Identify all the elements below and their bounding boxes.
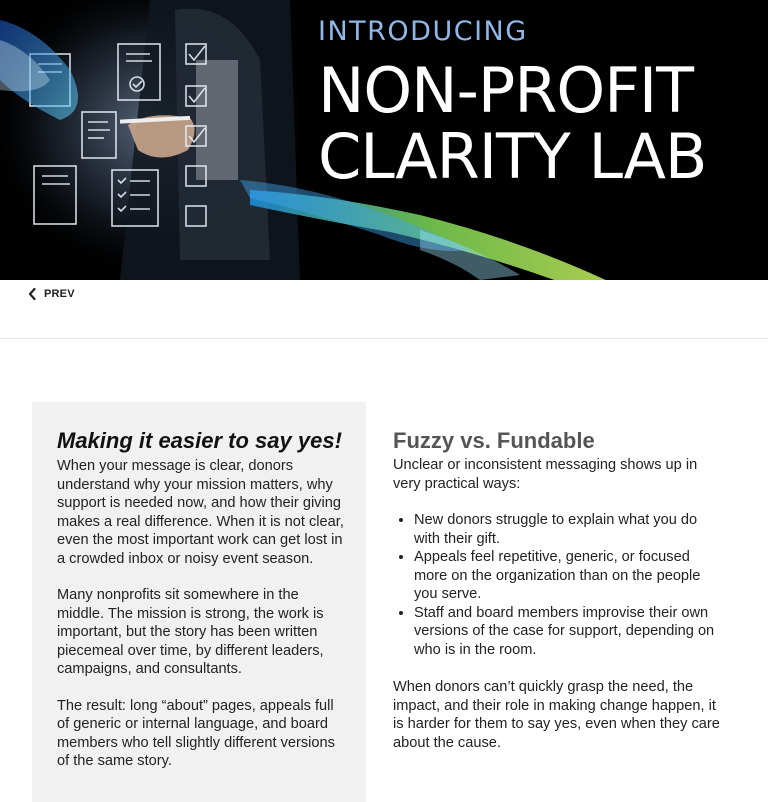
symptom-list — [393, 511, 723, 659]
post-navigation — [0, 280, 768, 339]
section-title: Fuzzy vs. Fundable — [393, 428, 595, 453]
hero-title-line-2: CLARITY LAB — [318, 120, 707, 193]
card-body — [57, 457, 347, 789]
yes-card — [32, 402, 366, 802]
card-paragraph: When your message is clear, donors understand why your mission matters, why support is needed now, and how their giving makes a real difference. When it is not clear, even the most important work can get lost in a crowded inbox or noisy event season. — [57, 458, 344, 567]
section-outro: When donors can’t quickly grasp the need, the impact, and their role in making change happen, it is harder for them to say yes, even when they care about the cause. — [393, 679, 720, 751]
hero-kicker: INTRODUCING — [318, 16, 528, 47]
hero-title — [318, 54, 707, 193]
list-item: • Appeals feel repetitive, generic, or focused more on the organization than on the people you serve. — [414, 548, 723, 604]
list-item: • New donors struggle to explain what you do with their gift. — [414, 511, 723, 548]
chevron-left-icon — [28, 288, 36, 300]
card-paragraph: The result: long “about” pages, appeals full of generic or internal language, and board members who tell slightly different versions of the same story. — [57, 697, 335, 769]
list-item: • Staff and board members improvise their own versions of the case for support, depending on who is in the room. — [414, 604, 723, 660]
hero-title-line-1: NON-PROFIT — [318, 54, 694, 127]
card-paragraph: Many nonprofits sit somewhere in the middle. The mission is strong, the work is important, but the story has been written piecemeal over time, by different leaders, campaigns, and consultants. — [57, 587, 324, 677]
prev-link[interactable] — [28, 288, 75, 300]
hero-banner — [0, 0, 768, 280]
card-title: Making it easier to say yes! — [57, 428, 342, 453]
section-intro: Unclear or inconsistent messaging shows up in very practical ways: — [393, 457, 698, 492]
fuzzy-vs-fundable-section — [393, 428, 723, 752]
prev-label: PREV — [44, 288, 75, 300]
